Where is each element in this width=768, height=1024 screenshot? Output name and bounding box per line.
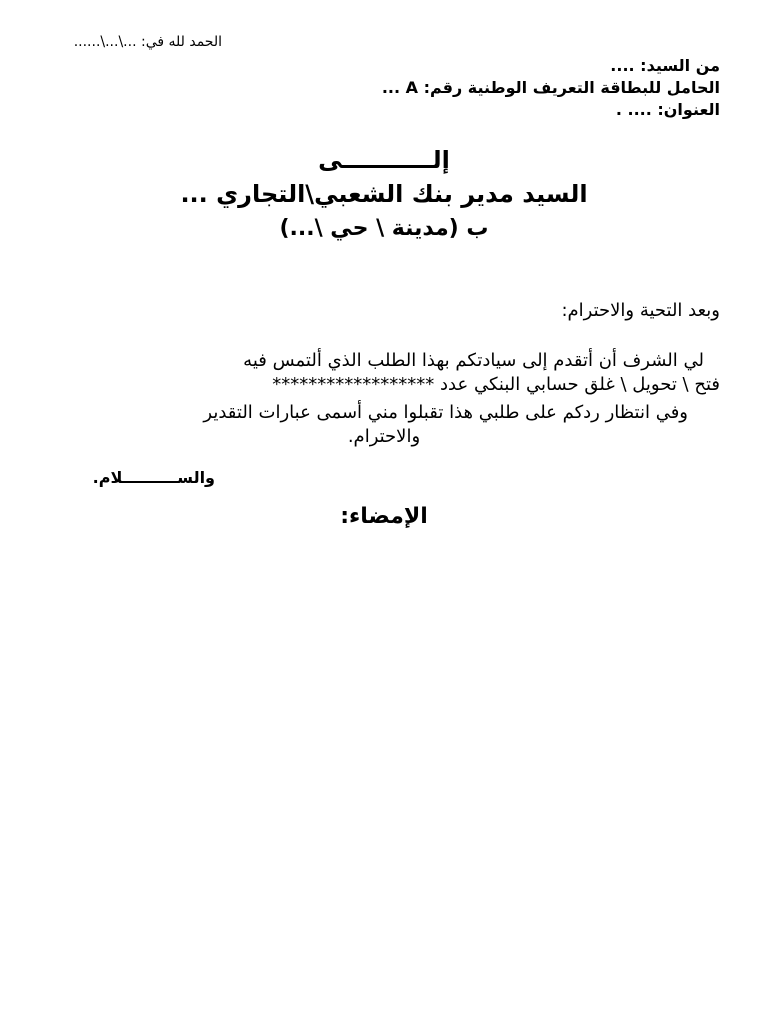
recipient-to-heading: إلـــــــــــى bbox=[318, 146, 450, 174]
greeting: وبعد التحية والاحترام: bbox=[561, 300, 720, 321]
body-line-1: لي الشرف أن أتقدم إلى سيادتكم بهذا الطلب الذي ألتمس فيه bbox=[243, 350, 704, 371]
body-line-2: فتح \ تحويل \ غلق حسابي البنكي عدد ****************** bbox=[272, 374, 720, 395]
body-line-4: والاحترام. bbox=[347, 426, 421, 447]
signature-label: الإمضاء: bbox=[340, 504, 428, 529]
sender-name: من السيد: .... bbox=[610, 56, 720, 75]
date-line: الحمد لله في: ...\...\...... bbox=[73, 34, 222, 50]
recipient-title: السيد مدير بنك الشعبي\التجاري ... bbox=[180, 180, 588, 208]
recipient-location: ب (مدينة \ حي \...) bbox=[279, 216, 489, 241]
sender-address: العنوان: .... . bbox=[615, 100, 720, 119]
body-line-3: وفي انتظار ردكم على طلبي هذا تقبلوا مني أسمى عبارات التقدير bbox=[203, 402, 688, 423]
closing-salutation: والســــــــــلام. bbox=[92, 468, 215, 487]
sender-id-number: الحامل للبطاقة التعريف الوطنية رقم: A ... bbox=[381, 78, 720, 97]
